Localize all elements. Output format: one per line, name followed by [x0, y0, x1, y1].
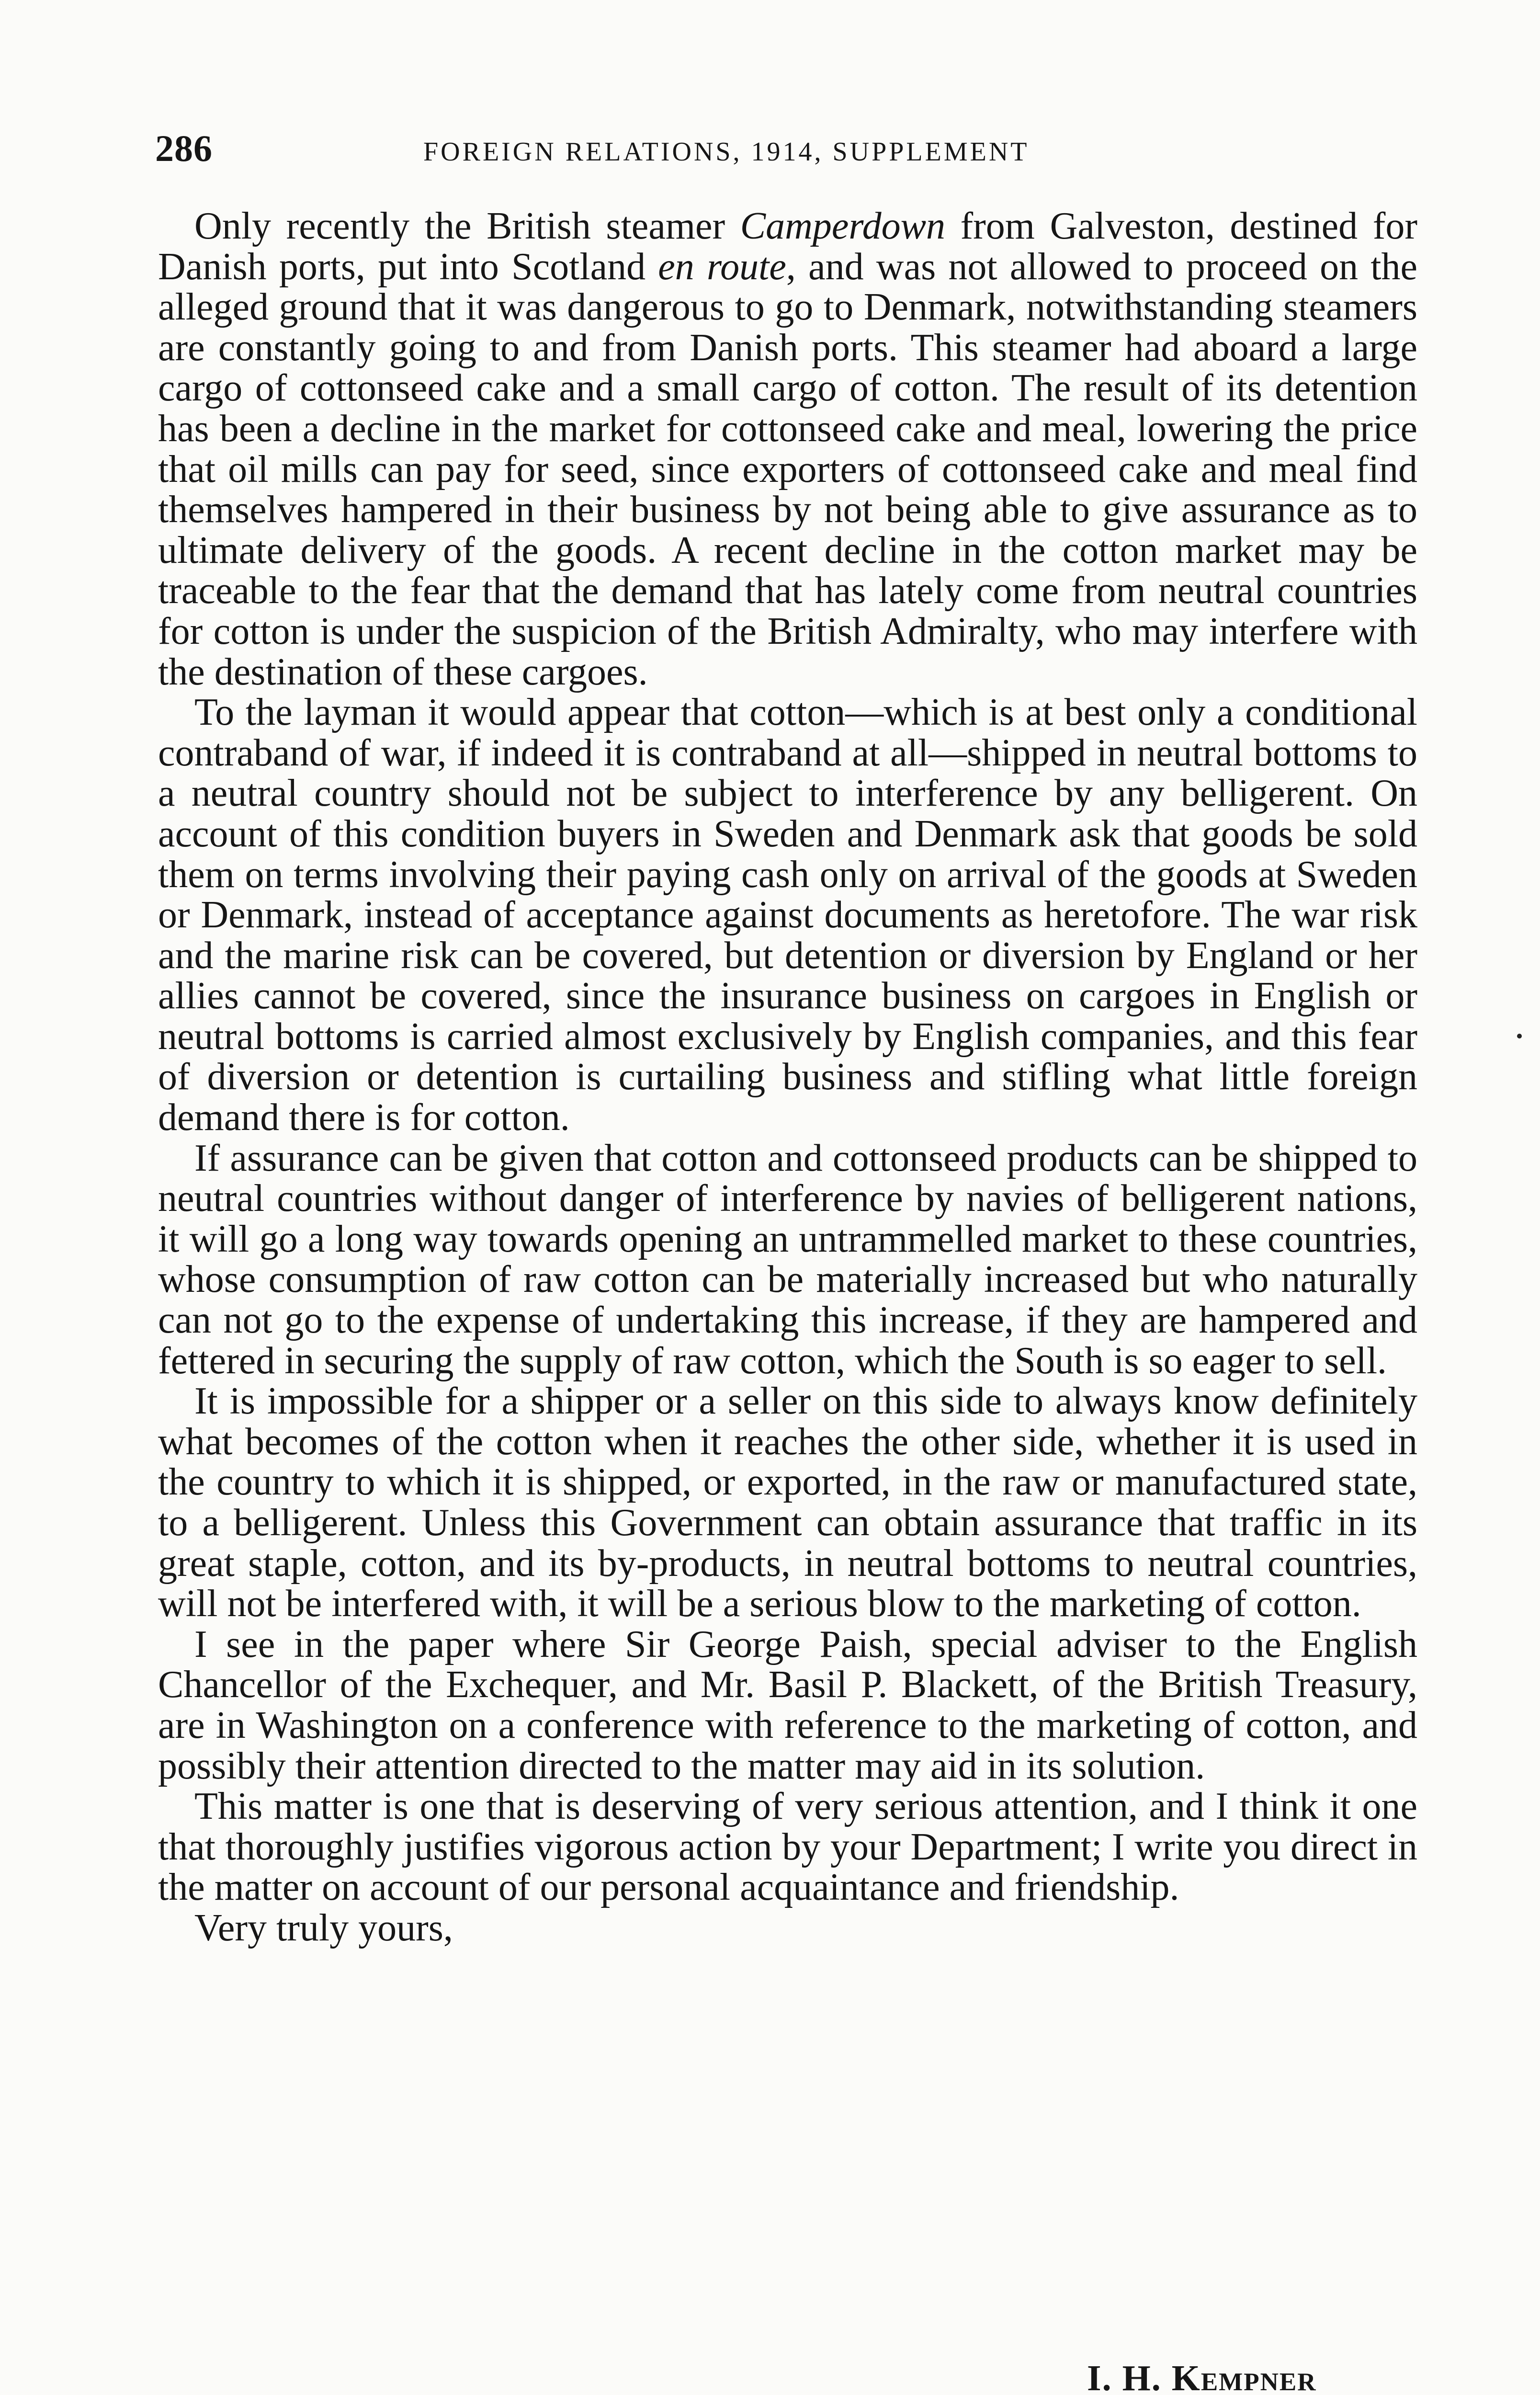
page-header: [155, 122, 1419, 175]
paragraph-1: [158, 206, 1417, 692]
paragraph-4: It is impossible for a shipper or a seller on this side to always know definitely what becomes of the cotton when it reaches the other side, whether it is used in the country to which it is shipped, or exported, in the raw or manufactured state, to a belligerent. Unless this Government can obtain assurance that traffic in its great staple, cotton, and its by-products, in neutral bottoms to neutral countries, will not be interfered with, it will be a serious blow to the marketing of cotton.: [158, 1380, 1417, 1625]
paragraph-6: This matter is one that is deserving of very serious attention, and I think it one that thoroughly justifies vigorous action by your Department; I write you direct in the matter on account of our personal acquaintance and friendship.: [158, 1785, 1417, 1909]
ship-name: Camperdown: [740, 205, 945, 247]
paragraph-2: To the layman it would appear that cotton—which is at best only a conditional contraband of war, if indeed it is contraband at all—shipped in neutral bottoms to a neutral country should not be subject to interference by any belligerent. On account of this condition buyers in Sweden and Denmark ask that goods be sold them on terms involving their paying cash only on arrival of the goods at Sweden or Denmark, instead of acceptance against documents as heretofore. The war risk and the marine risk can be covered, but detention or diversion by England or her allies cannot be covered, since the insurance business on cargoes in English or neutral bottoms is carried almost exclusively by English companies, and this fear of diversion or detention is curtailing business and stifling what little foreign demand there is for cotton.: [158, 691, 1417, 1139]
running-head: FOREIGN RELATIONS, 1914, SUPPLEMENT: [423, 137, 1030, 167]
complimentary-close: Very truly yours,: [194, 1906, 453, 1949]
paragraph-1-text-c: , and was not allowed to proceed on the alleged ground that it was dangerous to go to Denmark, notwithstanding steamers are constantly going to and from Danish ports. This steamer had aboard a large cargo of cottonseed cake and a small cargo of cotton. The result of its detention has been a decline in the market for cottonseed cake and meal, lowering the price that oil mills can pay for seed, since exporters of cottonseed cake and meal find themselves hampered in their business by not being able to give assurance as to ultimate delivery of the goods. A recent decline in the cotton market may be traceable to the fear that the demand that has lately come from neutral countries for cotton is under the suspicion of the British Admiralty, who may interfere with the destination of these cargoes.: [158, 245, 1418, 693]
signature: [1087, 2357, 1316, 2395]
paragraph-5: I see in the paper where Sir George Paish, special adviser to the English Chancellor of the Exchequer, and Mr. Basil P. Blackett, of the British Treasury, are in Washington on a conference with reference to the marketing of cotton, and possibly their attention directed to the matter may aid in its solution.: [158, 1623, 1417, 1787]
en-route-phrase: en route: [658, 245, 786, 288]
page-number: 286: [155, 127, 213, 169]
signature-initials: I. H.: [1087, 2358, 1172, 2395]
print-speck: [1517, 1034, 1522, 1038]
paragraph-1-text-b: from Galveston, destined for Danish ports, put into Scotland: [158, 205, 1418, 288]
paragraph-3: If assurance can be given that cotton and cottonseed products can be shipped to neutral countries without danger of interference by navies of belligerent nations, it will go a long way towards opening an untrammelled market to these countries, whose consumption of raw cotton can be materially increased but who naturally can not go to the expense of undertaking this increase, if they are hampered and fettered in securing the supply of raw cotton, which the South is so eager to sell.: [158, 1137, 1417, 1382]
signature-surname: Kempner: [1171, 2358, 1317, 2395]
paragraph-1-text-a: Only recently the British steamer: [194, 205, 740, 247]
letter-body: [158, 206, 1417, 1949]
